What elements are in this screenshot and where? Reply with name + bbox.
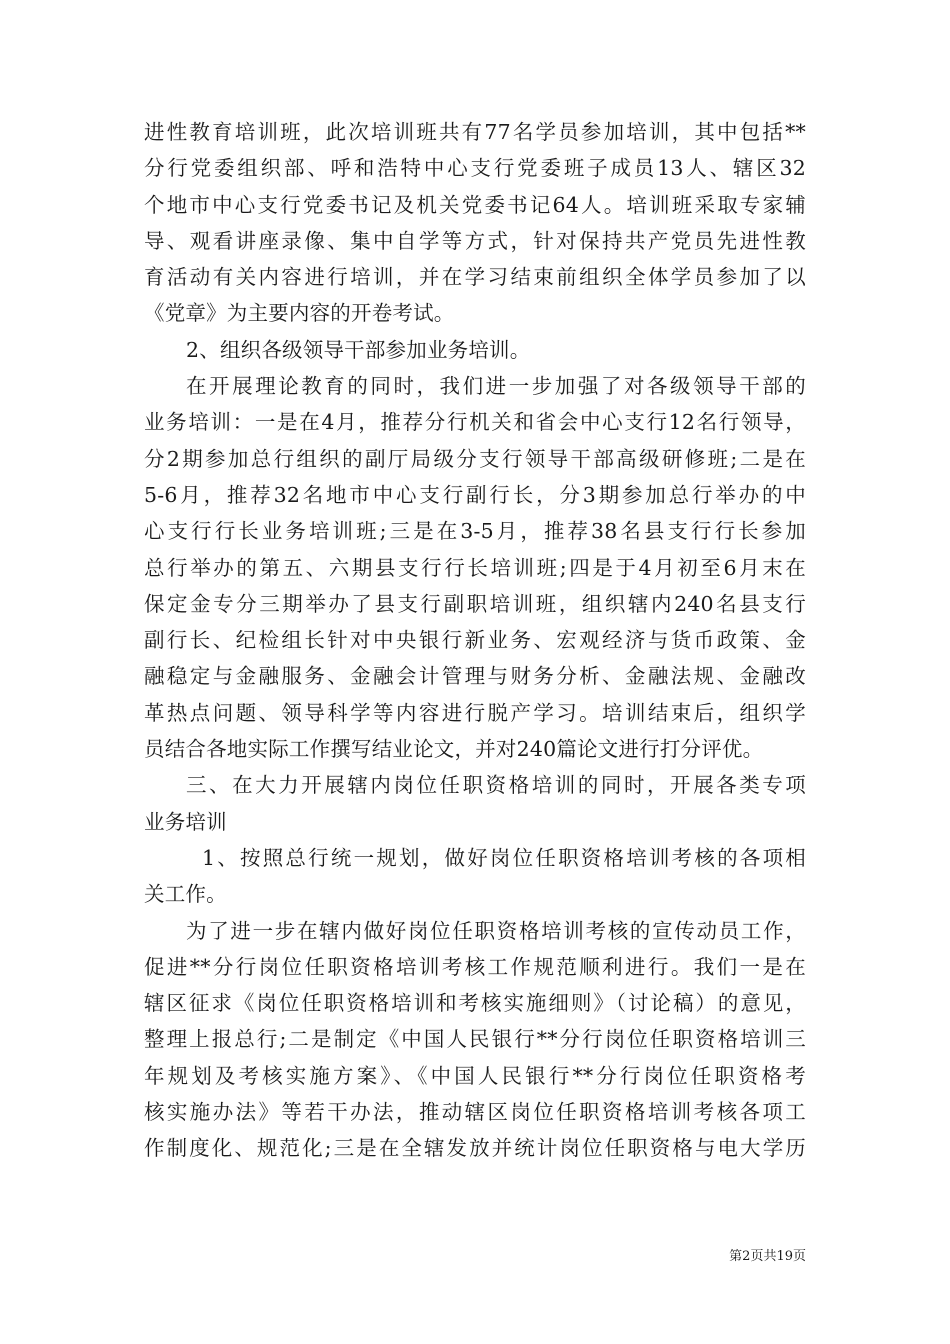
- text-line: 副行长、纪检组长针对中央银行新业务、宏观经济与货币政策、金: [144, 628, 806, 653]
- text-line: 《党章》为主要内容的开卷考试。: [144, 301, 455, 326]
- text-line: 保定金专分三期举办了县支行副职培训班，组织辖内240名县支行: [144, 591, 806, 616]
- text-line: 育活动有关内容进行培训，并在学习结束前组织全体学员参加了以: [144, 265, 806, 290]
- text-line: 关工作。: [144, 882, 227, 907]
- text-line: 心支行行长业务培训班;三是在3-5月，推荐38名县支行行长参加: [144, 519, 806, 544]
- text-line: 5-6月，推荐32名地市中心支行副行长，分3期参加总行举办的中: [144, 482, 806, 507]
- text-line: 在开展理论教育的同时，我们进一步加强了对各级领导干部的: [186, 374, 806, 399]
- text-line: 员结合各地实际工作撰写结业论文，并对240篇论文进行打分评优。: [144, 737, 764, 762]
- text-line: 业务培训：一是在4月，推荐分行机关和省会中心支行12名行领导，: [144, 410, 806, 435]
- text-line: 分行党委组织部、呼和浩特中心支行党委班子成员13人、辖区32: [144, 156, 806, 181]
- text-line: 业务培训: [144, 809, 227, 834]
- document-body: [144, 114, 806, 1167]
- text-line: 辖区征求《岗位任职资格培训和考核实施细则》（讨论稿）的意见，: [144, 991, 806, 1016]
- text-line: 整理上报总行;二是制定《中国人民银行**分行岗位任职资格培训三: [144, 1027, 806, 1052]
- text-line: 总行举办的第五、六期县支行行长培训班;四是于4月初至6月末在: [144, 555, 806, 580]
- text-line: 年规划及考核实施方案》、《中国人民银行**分行岗位任职资格考: [144, 1063, 806, 1088]
- text-line: 分2期参加总行组织的副厅局级分支行领导干部高级研修班;二是在: [144, 446, 806, 471]
- text-line: 三、在大力开展辖内岗位任职资格培训的同时，开展各类专项: [186, 773, 806, 798]
- text-line: 促进**分行岗位任职资格培训考核工作规范顺利进行。我们一是在: [144, 954, 806, 979]
- text-line: 融稳定与金融服务、金融会计管理与财务分析、金融法规、金融改: [144, 664, 806, 689]
- text-line: 2、组织各级领导干部参加业务培训。: [186, 337, 531, 362]
- text-line: 1、按照总行统一规划，做好岗位任职资格培训考核的各项相: [202, 845, 806, 870]
- page-number: 第2页共19页: [729, 1249, 806, 1264]
- text-line: 为了进一步在辖内做好岗位任职资格培训考核的宣传动员工作，: [186, 918, 806, 943]
- text-line: 个地市中心支行党委书记及机关党委书记64人。培训班采取专家辅: [144, 192, 806, 217]
- text-line: 作制度化、规范化;三是在全辖发放并统计岗位任职资格与电大学历: [144, 1136, 806, 1161]
- text-line: 核实施办法》等若干办法，推动辖区岗位任职资格培训考核各项工: [144, 1100, 806, 1125]
- text-line: 导、观看讲座录像、集中自学等方式，针对保持共产党员先进性教: [144, 228, 806, 253]
- text-line: 革热点问题、领导科学等内容进行脱产学习。培训结束后，组织学: [144, 700, 806, 725]
- text-line: 进性教育培训班，此次培训班共有77名学员参加培训，其中包括**: [144, 120, 806, 144]
